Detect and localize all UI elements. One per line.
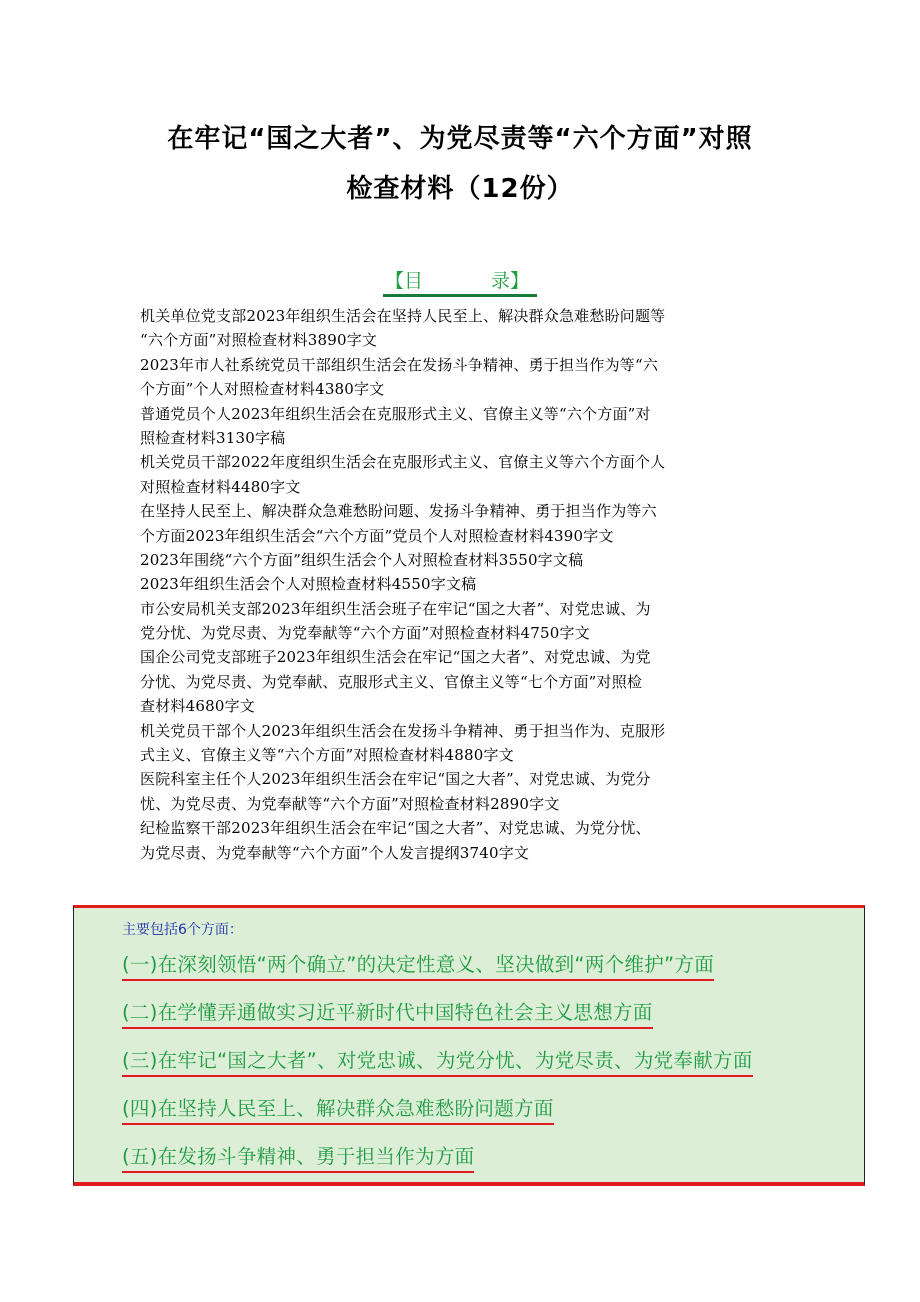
- aspects-intro: 主要包括6个方面：: [122, 922, 243, 938]
- aspect-item-3: (三)在牢记“国之大者”、对党忠诚、为党分忧、为党尽责、为党奉献方面: [122, 1048, 753, 1077]
- toc-line: 市公安局机关支部2023年组织生活会班子在牢记“国之大者”、对党忠诚、为: [140, 599, 651, 618]
- toc-heading-left: 【目: [385, 270, 424, 292]
- table-of-contents: [140, 304, 790, 865]
- toc-line: 在坚持人民至上、解决群众急难愁盼问题、发扬斗争精神、勇于担当作为等六: [140, 502, 657, 521]
- aspect-item-2: (二)在学懂弄通做实习近平新时代中国特色社会主义思想方面: [122, 1000, 653, 1029]
- toc-line: 机关单位党支部2023年组织生活会在坚持人民至上、解决群众急难愁盼问题等: [140, 307, 666, 325]
- toc-line: 普通党员个人2023年组织生活会在克服形式主义、官僚主义等“六个方面”对: [140, 404, 651, 423]
- toc-line: 党分忧、为党尽责、为党奉献等“六个方面”对照检查材料4750字文: [140, 624, 590, 643]
- aspect-item-1: (一)在深刻领悟“两个确立”的决定性意义、坚决做到“两个维护”方面: [122, 952, 714, 981]
- document-title-line-2: 检查材料（12份）: [346, 174, 574, 204]
- toc-line: 为党尽责、为党奉献等“六个方面”个人发言提纲3740字文: [140, 843, 530, 862]
- toc-line: 国企公司党支部班子2023年组织生活会在牢记“国之大者”、对党忠诚、为党: [140, 648, 651, 667]
- aspects-box: [73, 905, 865, 1186]
- toc-line: 2023年围绕“六个方面”组织生活会个人对照检查材料3550字文稿: [140, 550, 584, 569]
- toc-line: 2023年市人社系统党员干部组织生活会在发扬斗争精神、勇于担当作为等“六: [140, 355, 659, 374]
- toc-line: 忧、为党尽责、为党奉献等“六个方面”对照检查材料2890字文: [140, 794, 560, 813]
- aspect-item-4: (四)在坚持人民至上、解决群众急难愁盼问题方面: [122, 1096, 554, 1125]
- toc-heading: [383, 266, 537, 297]
- toc-line: 个方面”个人对照检查材料4380字文: [140, 380, 385, 399]
- toc-heading-right: 录】: [491, 270, 530, 292]
- toc-line: 照检查材料3130字稿: [140, 428, 286, 447]
- document-title-line-1: 在牢记“国之大者”、为党尽责等“六个方面”对照: [167, 124, 753, 154]
- toc-line: 2023年组织生活会个人对照检查材料4550字文稿: [140, 575, 477, 594]
- aspect-item-5: (五)在发扬斗争精神、勇于担当作为方面: [122, 1144, 474, 1173]
- toc-line: 机关党员干部2022年度组织生活会在克服形式主义、官僚主义等六个方面个人: [140, 453, 666, 472]
- toc-line: 式主义、官僚主义等“六个方面”对照检查材料4880字文: [140, 746, 514, 765]
- toc-line: 机关党员干部个人2023年组织生活会在发扬斗争精神、勇于担当作为、克服形: [140, 721, 666, 740]
- toc-line: 医院科室主任个人2023年组织生活会在牢记“国之大者”、对党忠诚、为党分: [140, 770, 651, 789]
- toc-line: 对照检查材料4480字文: [140, 477, 301, 496]
- toc-line: 查材料4680字文: [140, 697, 255, 716]
- toc-line: 分忧、为党尽责、为党奉献、克服形式主义、官僚主义等“七个方面”对照检: [140, 672, 643, 691]
- toc-line: “六个方面”对照检查材料3890字文: [140, 331, 378, 350]
- toc-line: 纪检监察干部2023年组织生活会在牢记“国之大者”、对党忠诚、为党分忧、: [140, 819, 651, 838]
- toc-line: 个方面2023年组织生活会“六个方面”党员个人对照检查材料4390字文: [140, 526, 614, 545]
